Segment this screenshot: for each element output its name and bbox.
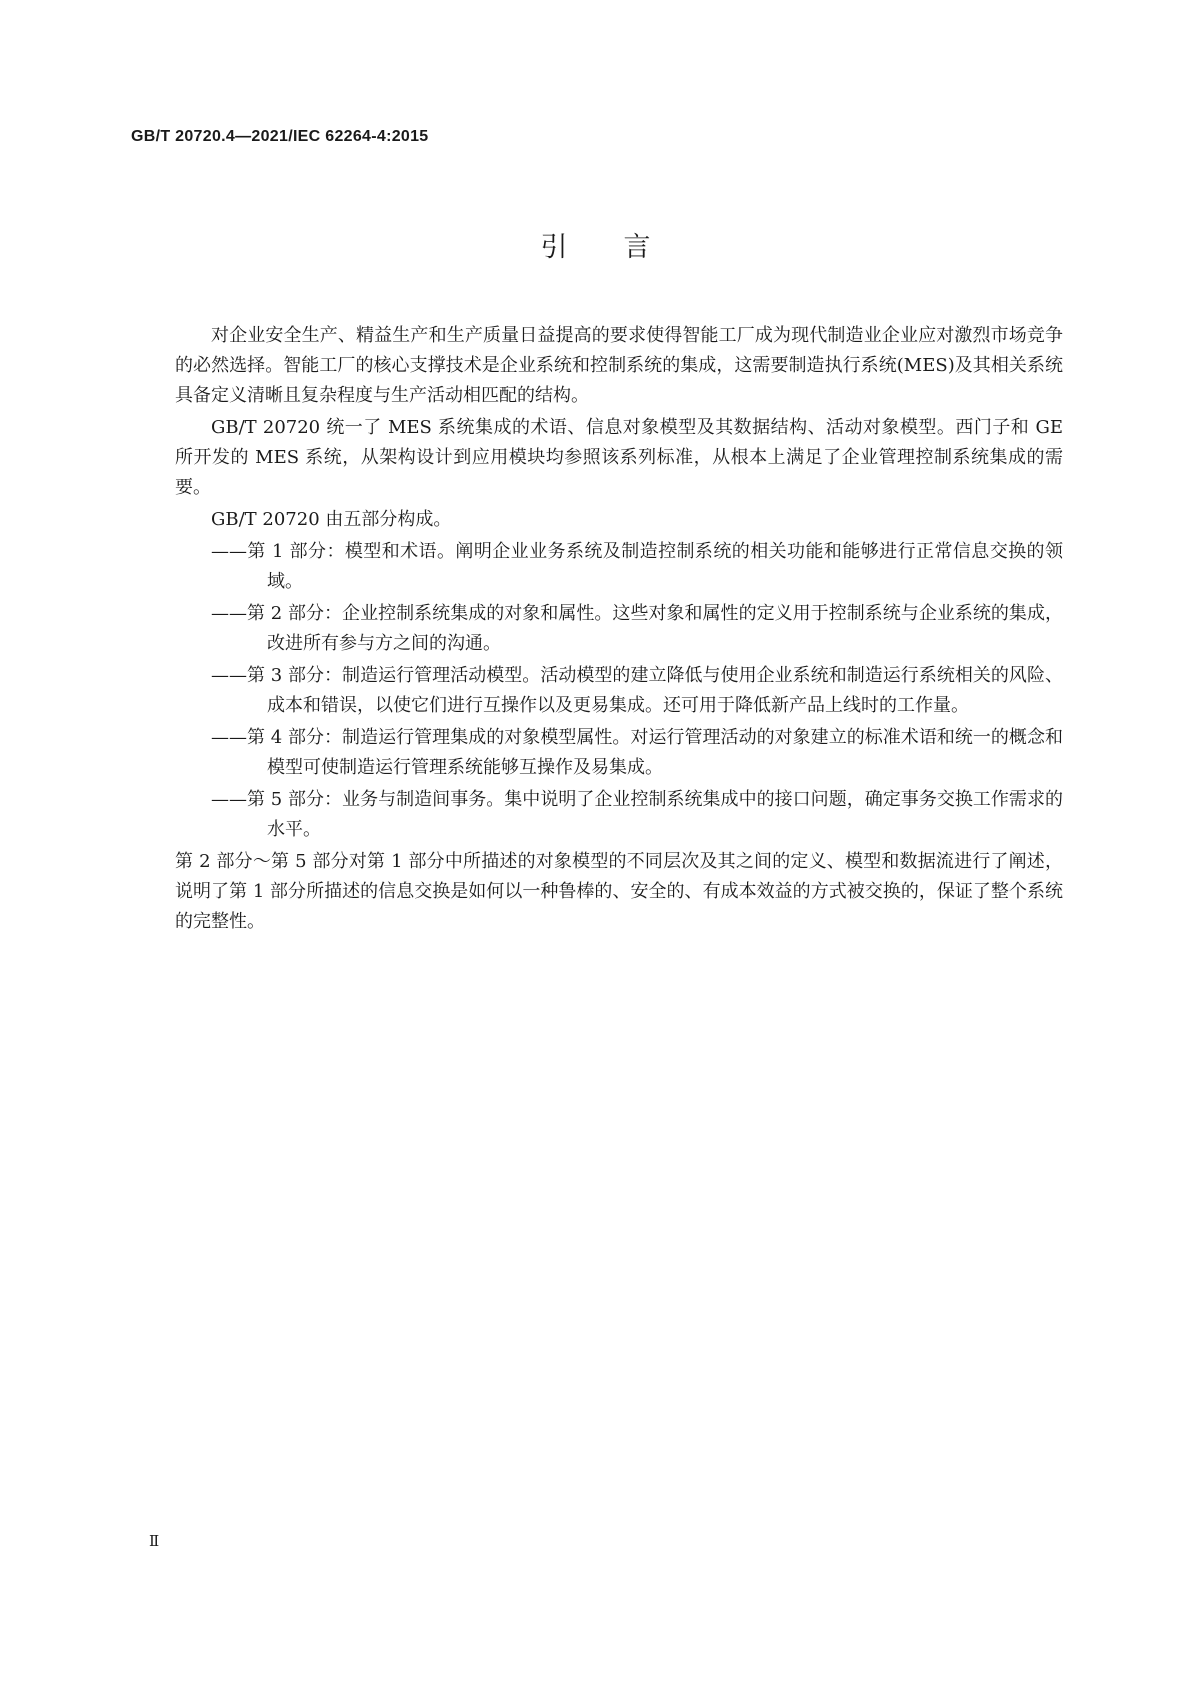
- list-item-part-4: ——第 4 部分：制造运行管理集成的对象模型属性。对运行管理活动的对象建立的标准术语和统一的概念和模型可使制造运行管理系统能够互操作及易集成。: [211, 727, 1063, 778]
- list-item-part-1: ——第 1 部分：模型和术语。阐明企业业务系统及制造控制系统的相关功能和能够进行正常信息交换的领域。: [211, 541, 1063, 592]
- page-number: Ⅱ: [149, 1532, 160, 1550]
- paragraph-parts-count: GB/T 20720 由五部分构成。: [211, 509, 452, 530]
- paragraph-summary: 第 2 部分～第 5 部分对第 1 部分中所描述的对象模型的不同层次及其之间的定义、模型和数据流进行了阐述，说明了第 1 部分所描述的信息交换是如何以一种鲁棒的、安全的、有成本效益的方式被交换的，保证了整个系统的完整性。: [175, 851, 1063, 932]
- list-item-part-5: ——第 5 部分：业务与制造间事务。集中说明了企业控制系统集成中的接口问题，确定事务交换工作需求的水平。: [211, 789, 1063, 840]
- paragraph-standard-overview: GB/T 20720 统一了 MES 系统集成的术语、信息对象模型及其数据结构、活动对象模型。西门子和 GE 所开发的 MES 系统，从架构设计到应用模块均参照该系列标准，从根本上满足了企业管理控制系统集成的需要。: [175, 417, 1063, 498]
- standard-number-header: GB/T 20720.4—2021/IEC 62264-4:2015: [131, 128, 429, 145]
- list-item-part-2: ——第 2 部分：企业控制系统集成的对象和属性。这些对象和属性的定义用于控制系统与企业系统的集成，改进所有参与方之间的沟通。: [211, 603, 1063, 654]
- document-body: [175, 321, 1063, 939]
- paragraph-intro: 对企业安全生产、精益生产和生产质量日益提高的要求使得智能工厂成为现代制造业企业应对激烈市场竞争的必然选择。智能工厂的核心支撑技术是企业系统和控制系统的集成，这需要制造执行系统(MES)及其相关系统具备定义清晰且复杂程度与生产活动相匹配的结构。: [175, 325, 1063, 406]
- page-title: 引言: [540, 232, 707, 263]
- list-item-part-3: ——第 3 部分：制造运行管理活动模型。活动模型的建立降低与使用企业系统和制造运行系统相关的风险、成本和错误，以使它们进行互操作以及更易集成。还可用于降低新产品上线时的工作量。: [211, 665, 1063, 716]
